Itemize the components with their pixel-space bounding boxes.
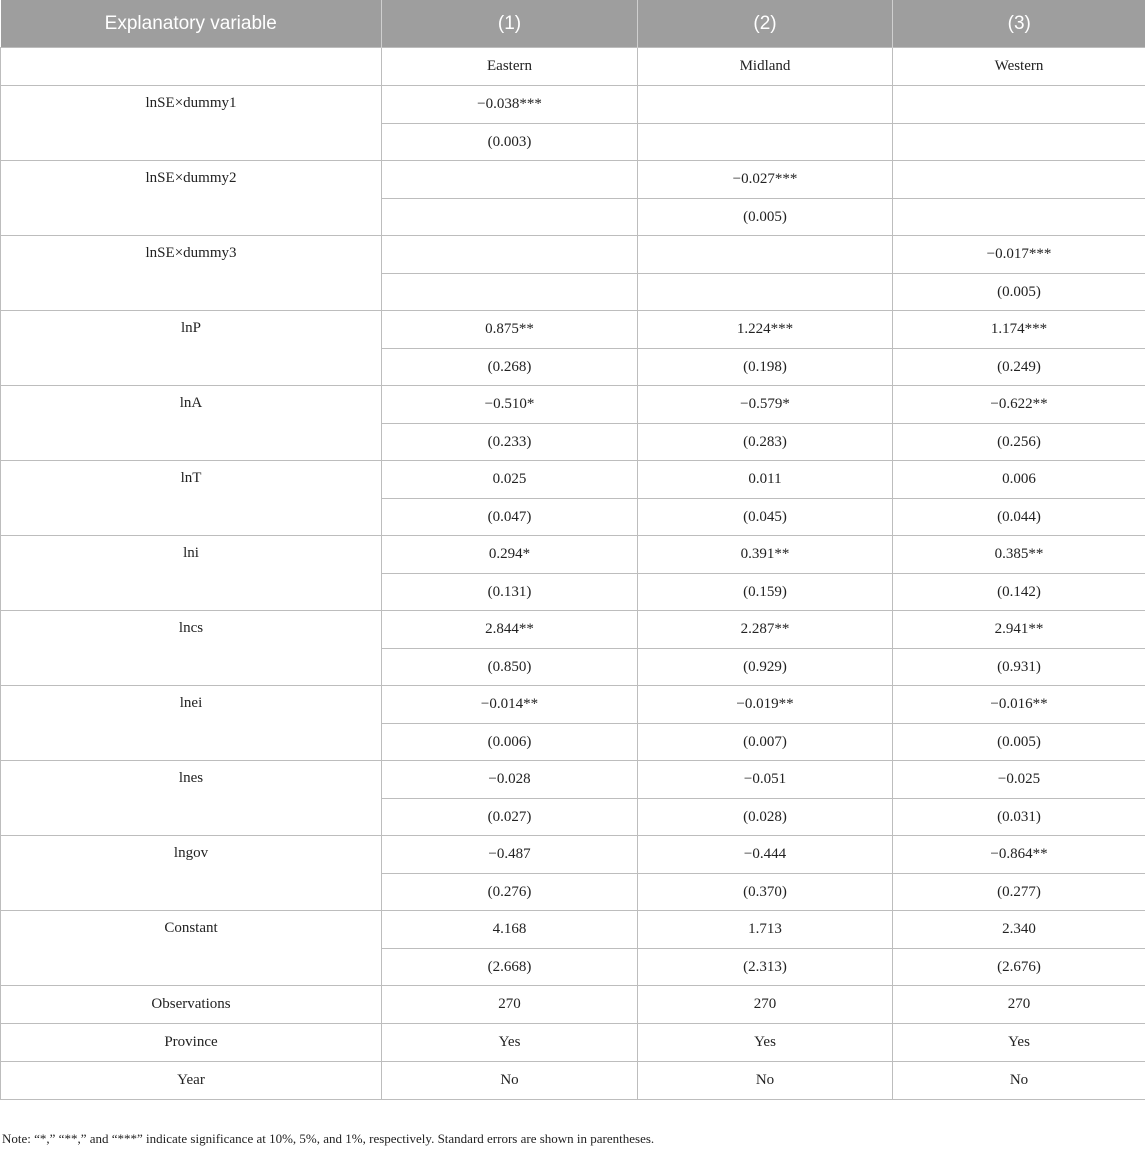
footer-label: Province bbox=[1, 1024, 382, 1062]
standard-error-cell bbox=[638, 274, 893, 311]
standard-error-cell: (0.047) bbox=[382, 499, 638, 536]
coefficient-cell bbox=[638, 236, 893, 274]
coefficient-cell: 1.174*** bbox=[893, 311, 1145, 349]
standard-error-cell: (0.005) bbox=[893, 274, 1145, 311]
standard-error-cell: (0.028) bbox=[638, 799, 893, 836]
header-column-3: (3) bbox=[893, 0, 1145, 48]
footer-value: No bbox=[638, 1062, 893, 1100]
footer-value: Yes bbox=[638, 1024, 893, 1062]
coefficient-cell: 0.875** bbox=[382, 311, 638, 349]
table-row bbox=[1, 311, 1145, 349]
table-row bbox=[1, 686, 1145, 724]
coefficient-cell: −0.622** bbox=[893, 386, 1145, 424]
footer-value: Yes bbox=[893, 1024, 1145, 1062]
subheader-empty bbox=[1, 48, 382, 86]
coefficient-cell: 4.168 bbox=[382, 911, 638, 949]
standard-error-cell: (0.277) bbox=[893, 874, 1145, 911]
coefficient-cell: −0.864** bbox=[893, 836, 1145, 874]
standard-error-cell: (0.045) bbox=[638, 499, 893, 536]
standard-error-cell: (0.031) bbox=[893, 799, 1145, 836]
coefficient-cell: −0.016** bbox=[893, 686, 1145, 724]
coefficient-cell: −0.579* bbox=[638, 386, 893, 424]
standard-error-cell bbox=[893, 124, 1145, 161]
footer-row bbox=[1, 1024, 1145, 1062]
variable-name: lni bbox=[1, 536, 382, 611]
table-row bbox=[1, 161, 1145, 199]
table-row bbox=[1, 836, 1145, 874]
coefficient-cell: 0.391** bbox=[638, 536, 893, 574]
standard-error-cell bbox=[893, 199, 1145, 236]
variable-name: lncs bbox=[1, 611, 382, 686]
standard-error-cell: (0.198) bbox=[638, 349, 893, 386]
coefficient-cell: −0.444 bbox=[638, 836, 893, 874]
coefficient-cell: −0.510* bbox=[382, 386, 638, 424]
footer-row bbox=[1, 1062, 1145, 1100]
coefficient-cell: −0.019** bbox=[638, 686, 893, 724]
footer-value: Yes bbox=[382, 1024, 638, 1062]
variable-name: lnA bbox=[1, 386, 382, 461]
variable-name: lnes bbox=[1, 761, 382, 836]
coefficient-cell: −0.028 bbox=[382, 761, 638, 799]
standard-error-cell bbox=[638, 124, 893, 161]
footer-label: Year bbox=[1, 1062, 382, 1100]
variable-name: lnei bbox=[1, 686, 382, 761]
standard-error-cell: (0.233) bbox=[382, 424, 638, 461]
footer-value: 270 bbox=[893, 986, 1145, 1024]
table-row bbox=[1, 761, 1145, 799]
header-row bbox=[1, 0, 1145, 48]
standard-error-cell: (2.313) bbox=[638, 949, 893, 986]
subheader-western: Western bbox=[893, 48, 1145, 86]
coefficient-cell: 0.006 bbox=[893, 461, 1145, 499]
standard-error-cell: (0.159) bbox=[638, 574, 893, 611]
standard-error-cell: (2.676) bbox=[893, 949, 1145, 986]
table-row bbox=[1, 86, 1145, 124]
coefficient-cell: 0.294* bbox=[382, 536, 638, 574]
table-row bbox=[1, 236, 1145, 274]
coefficient-cell: −0.051 bbox=[638, 761, 893, 799]
header-column-2: (2) bbox=[638, 0, 893, 48]
standard-error-cell: (0.005) bbox=[638, 199, 893, 236]
standard-error-cell: (0.027) bbox=[382, 799, 638, 836]
standard-error-cell: (0.249) bbox=[893, 349, 1145, 386]
table-row bbox=[1, 461, 1145, 499]
table-row bbox=[1, 386, 1145, 424]
standard-error-cell: (0.276) bbox=[382, 874, 638, 911]
standard-error-cell: (0.283) bbox=[638, 424, 893, 461]
variable-name: Constant bbox=[1, 911, 382, 986]
standard-error-cell: (0.850) bbox=[382, 649, 638, 686]
standard-error-cell: (0.131) bbox=[382, 574, 638, 611]
coefficient-cell: 2.941** bbox=[893, 611, 1145, 649]
footer-label: Observations bbox=[1, 986, 382, 1024]
standard-error-cell: (0.931) bbox=[893, 649, 1145, 686]
standard-error-cell: (0.007) bbox=[638, 724, 893, 761]
variable-name: lnSE×dummy1 bbox=[1, 86, 382, 161]
coefficient-cell bbox=[893, 161, 1145, 199]
standard-error-cell: (0.142) bbox=[893, 574, 1145, 611]
coefficient-cell: 2.287** bbox=[638, 611, 893, 649]
coefficient-cell: −0.038*** bbox=[382, 86, 638, 124]
footer-row bbox=[1, 986, 1145, 1024]
coefficient-cell: 1.713 bbox=[638, 911, 893, 949]
table-row bbox=[1, 911, 1145, 949]
variable-name: lnP bbox=[1, 311, 382, 386]
standard-error-cell: (0.005) bbox=[893, 724, 1145, 761]
table-row bbox=[1, 611, 1145, 649]
standard-error-cell: (0.006) bbox=[382, 724, 638, 761]
footer-value: No bbox=[382, 1062, 638, 1100]
standard-error-cell: (0.370) bbox=[638, 874, 893, 911]
coefficient-cell: 2.340 bbox=[893, 911, 1145, 949]
table-note: Note: “*,” “**,” and “***” indicate significance at 10%, 5%, and 1%, respectively. Standard errors are shown in parentheses. bbox=[2, 1131, 655, 1146]
coefficient-cell: −0.017*** bbox=[893, 236, 1145, 274]
subheader-midland: Midland bbox=[638, 48, 893, 86]
standard-error-cell: (0.268) bbox=[382, 349, 638, 386]
subheader-eastern: Eastern bbox=[382, 48, 638, 86]
standard-error-cell bbox=[382, 199, 638, 236]
coefficient-cell: 0.385** bbox=[893, 536, 1145, 574]
footer-value: No bbox=[893, 1062, 1145, 1100]
table-row bbox=[1, 536, 1145, 574]
coefficient-cell: 1.224*** bbox=[638, 311, 893, 349]
coefficient-cell bbox=[638, 86, 893, 124]
coefficient-cell bbox=[382, 236, 638, 274]
variable-name: lngov bbox=[1, 836, 382, 911]
subheader-row bbox=[1, 48, 1145, 86]
header-explanatory-variable: Explanatory variable bbox=[1, 0, 382, 48]
coefficient-cell bbox=[382, 161, 638, 199]
coefficient-cell: 0.025 bbox=[382, 461, 638, 499]
coefficient-cell: −0.027*** bbox=[638, 161, 893, 199]
footer-value: 270 bbox=[638, 986, 893, 1024]
coefficient-cell: −0.487 bbox=[382, 836, 638, 874]
standard-error-cell: (0.044) bbox=[893, 499, 1145, 536]
standard-error-cell: (0.929) bbox=[638, 649, 893, 686]
variable-name: lnSE×dummy2 bbox=[1, 161, 382, 236]
variable-name: lnSE×dummy3 bbox=[1, 236, 382, 311]
standard-error-cell bbox=[382, 274, 638, 311]
standard-error-cell: (0.256) bbox=[893, 424, 1145, 461]
coefficient-cell: 0.011 bbox=[638, 461, 893, 499]
variable-name: lnT bbox=[1, 461, 382, 536]
footer-value: 270 bbox=[382, 986, 638, 1024]
standard-error-cell: (2.668) bbox=[382, 949, 638, 986]
coefficient-cell: −0.014** bbox=[382, 686, 638, 724]
coefficient-cell: 2.844** bbox=[382, 611, 638, 649]
header-column-1: (1) bbox=[382, 0, 638, 48]
coefficient-cell bbox=[893, 86, 1145, 124]
standard-error-cell: (0.003) bbox=[382, 124, 638, 161]
coefficient-cell: −0.025 bbox=[893, 761, 1145, 799]
